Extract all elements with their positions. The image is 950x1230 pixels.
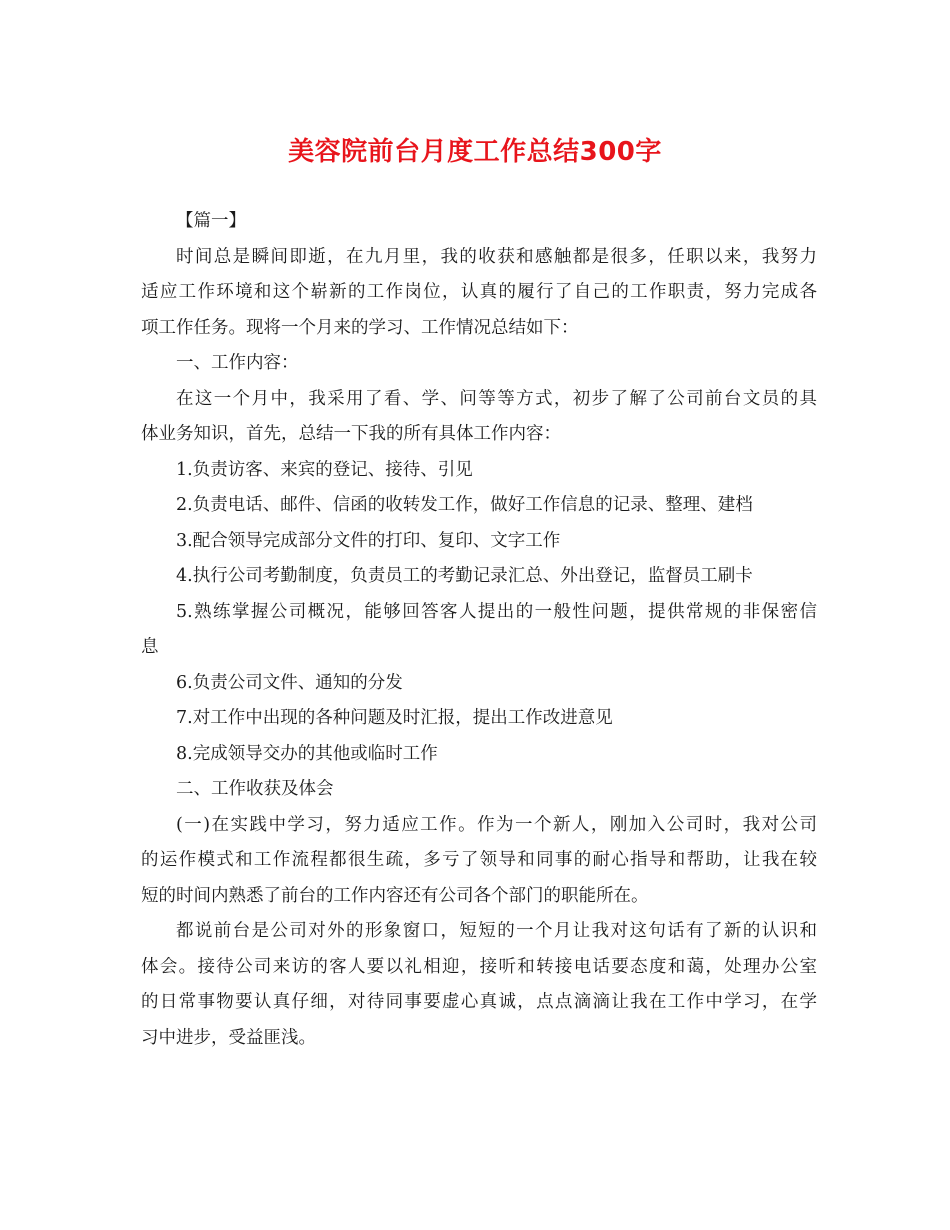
text-line: 6.负责公司文件、通知的分发 <box>176 672 403 693</box>
text-line: 在这一个月中，我采用了看、学、问等等方式，初步了解了公司前台文员的具 <box>176 388 817 409</box>
text-line: 的日常事物要认真仔细，对待同事要虚心真诚，点点滴滴让我在工作中学习，在学 <box>141 992 817 1012</box>
text-line: 都说前台是公司对外的形象窗口，短短的一个月让我对这句话有了新的认识和 <box>176 921 817 941</box>
text-line: 的运作模式和工作流程都很生疏，多亏了领导和同事的耐心指导和帮助，让我在较 <box>141 850 817 870</box>
text-line: 2.负责电话、邮件、信函的收转发工作，做好工作信息的记录、整理、建档 <box>176 495 753 515</box>
text-line: (一)在实践中学习，努力适应工作。作为一个新人，刚加入公司时，我对公司 <box>176 814 817 835</box>
text-line: 一、工作内容： <box>176 353 299 373</box>
text-line: 适应工作环境和这个崭新的工作岗位，认真的履行了自己的工作职责，努力完成各 <box>141 282 817 302</box>
text-line: 时间总是瞬间即逝，在九月里，我的收获和感触都是很多，任职以来，我努力 <box>176 246 817 267</box>
text-line: 体会。接待公司来访的客人要以礼相迎，接听和转接电话要态度和蔼，处理办公室 <box>141 956 817 977</box>
text-line: 习中进步，受益匪浅。 <box>141 1027 316 1048</box>
text-line: 二、工作收获及体会 <box>176 779 334 799</box>
text-line: 息 <box>141 637 159 657</box>
text-line: 5.熟练掌握公司概况，能够回答客人提出的一般性问题，提供常规的非保密信 <box>176 601 817 622</box>
document-body <box>141 204 817 1056</box>
text-line: 8.完成领导交办的其他或临时工作 <box>176 743 438 764</box>
text-line: 项工作任务。现将一个月来的学习、工作情况总结如下： <box>141 317 579 338</box>
text-line: 7.对工作中出现的各种问题及时汇报，提出工作改进意见 <box>176 708 613 728</box>
text-line: 3.配合领导完成部分文件的打印、复印、文字工作 <box>176 530 561 551</box>
text-line: 4.执行公司考勤制度，负责员工的考勤记录汇总、外出登记，监督员工刷卡 <box>176 566 753 586</box>
document-title: 美容院前台月度工作总结300字 <box>288 137 662 167</box>
text-line: 【篇一】 <box>176 211 246 231</box>
text-line: 1.负责访客、来宾的登记、接待、引见 <box>176 459 473 480</box>
text-line: 短的时间内熟悉了前台的工作内容还有公司各个部门的职能所在。 <box>141 885 649 906</box>
text-line: 体业务知识，首先，总结一下我的所有具体工作内容： <box>141 424 561 444</box>
